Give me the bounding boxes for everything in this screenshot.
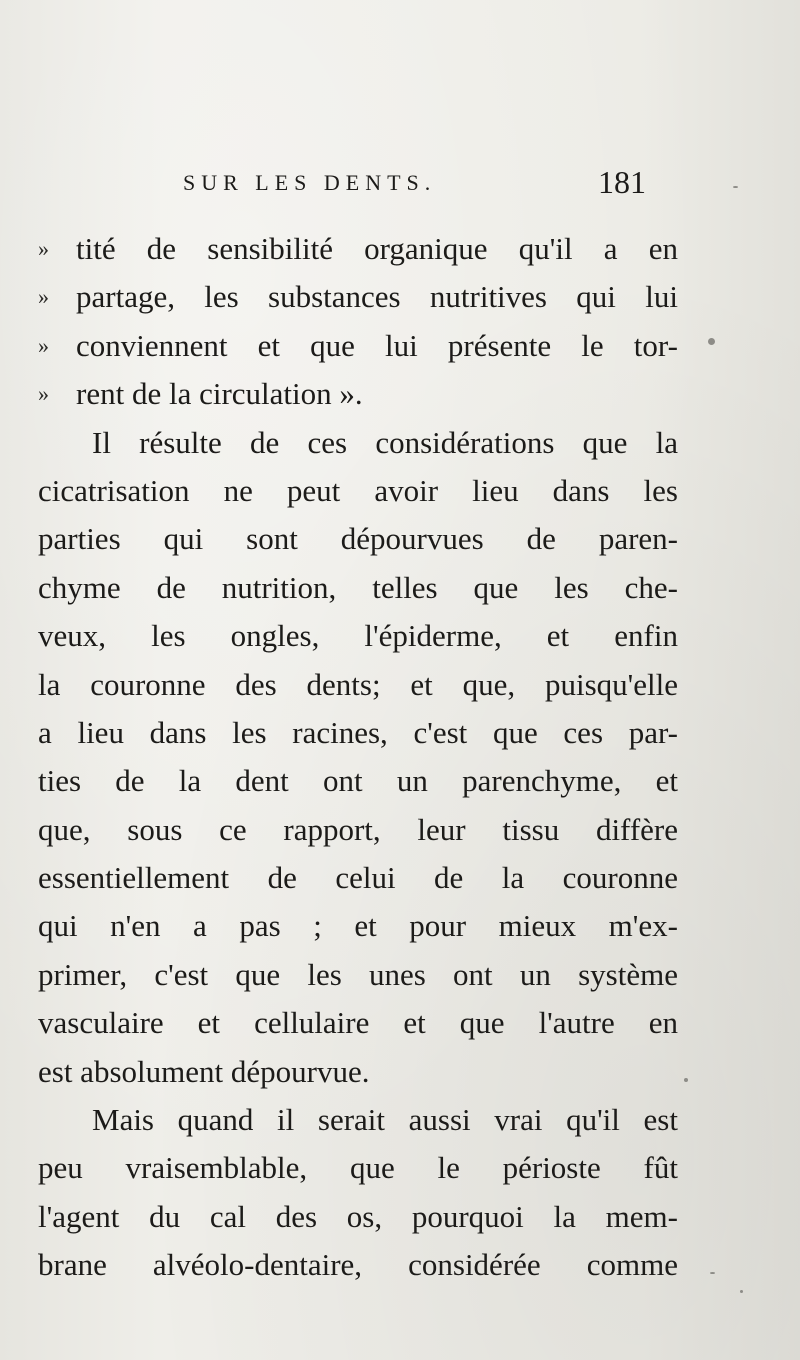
word: c'est [154, 956, 209, 992]
word: aussi [408, 1102, 471, 1138]
word: de [250, 424, 280, 460]
word: qui [163, 521, 204, 557]
word: sont [246, 521, 298, 557]
word: et [655, 763, 678, 799]
word: vrai [494, 1102, 543, 1138]
text-line [38, 902, 678, 950]
word: parenchyme, [462, 763, 622, 799]
quote-mark: » [38, 284, 49, 310]
word: système [578, 956, 678, 992]
text-line [38, 1144, 678, 1192]
word: telles [372, 569, 438, 605]
text-line [38, 1096, 678, 1144]
word: qui [576, 279, 616, 315]
word: que [582, 424, 628, 460]
text-line [38, 709, 678, 757]
word: conviennent [76, 327, 228, 363]
text-line [38, 467, 678, 515]
text-line [38, 322, 678, 370]
word: et [403, 1005, 426, 1041]
word: primer, [38, 956, 128, 992]
word: tité [76, 231, 116, 266]
word: couronne [90, 666, 206, 702]
word: che- [624, 569, 678, 605]
paper-speck [684, 1078, 688, 1082]
word: par- [628, 714, 678, 750]
word: pour [409, 908, 467, 944]
word: mem- [605, 1198, 678, 1234]
word: fût [643, 1150, 678, 1186]
text-line [38, 515, 678, 563]
word: les [643, 472, 678, 508]
word: et [257, 327, 281, 363]
quote-mark: » [38, 332, 49, 358]
word: enfin [614, 618, 678, 654]
word: un [519, 956, 551, 992]
word: que, [462, 666, 516, 702]
word: rapport, [283, 811, 381, 847]
word: l'épiderme, [364, 618, 502, 654]
line-text [76, 273, 678, 321]
word: la [553, 1198, 576, 1234]
word: Il [92, 424, 111, 460]
word: parties [38, 521, 121, 557]
quote-mark: » [38, 381, 49, 407]
word: vasculaire [38, 1005, 164, 1041]
word: que [349, 1150, 395, 1186]
word: que [492, 714, 538, 750]
running-title: SUR LES DENTS. [183, 170, 437, 195]
text-line [38, 806, 678, 854]
word: le [581, 327, 604, 363]
line-text: rent de la circulation ». [76, 376, 363, 412]
word: ont [453, 956, 493, 992]
word: racines, [292, 714, 388, 750]
word: cal [209, 1198, 246, 1234]
word: des [275, 1198, 318, 1234]
word: dans [149, 714, 207, 750]
word: essentiellement [38, 860, 230, 896]
word: avoir [374, 472, 439, 508]
text-line [38, 370, 678, 418]
word: et [410, 666, 433, 702]
word: ne [223, 472, 253, 508]
word: que, [38, 811, 91, 847]
word: dépourvues [340, 521, 484, 557]
word: cellulaire [254, 1005, 370, 1041]
text-line [38, 999, 678, 1047]
word: la [178, 763, 202, 799]
word: considérée [408, 1247, 541, 1283]
word: les [151, 618, 186, 654]
word: lui [645, 279, 678, 315]
body-text [38, 225, 678, 1290]
word: mieux [498, 908, 577, 944]
word: de [526, 521, 556, 557]
word: que [310, 327, 355, 363]
word: diffère [595, 811, 678, 847]
word: unes [369, 956, 426, 992]
text-line: est absolument dépourvue. [38, 1053, 370, 1089]
word: l'agent [38, 1198, 120, 1234]
word: de [434, 860, 464, 896]
word: os, [346, 1198, 383, 1234]
line-text [76, 225, 678, 273]
text-line [38, 564, 678, 612]
word: ont [323, 763, 363, 799]
word: les [307, 956, 342, 992]
word: pas [239, 908, 281, 944]
text-line [38, 661, 678, 709]
text-line [38, 612, 678, 660]
word: peu [38, 1150, 83, 1186]
text-line [38, 273, 678, 321]
word: chyme [38, 569, 121, 605]
word: vraisemblable, [125, 1150, 308, 1186]
word: les [554, 569, 589, 605]
word: un [396, 763, 428, 799]
word: les [204, 279, 239, 315]
word: lui [385, 327, 418, 363]
word: comme [586, 1247, 678, 1283]
word: paren- [598, 521, 678, 557]
word: a [38, 714, 52, 750]
word: et [354, 908, 377, 944]
text-line [38, 757, 678, 805]
word: et [197, 1005, 221, 1041]
word: sous [127, 811, 183, 847]
word: Mais [92, 1102, 154, 1138]
quote-mark: » [38, 236, 49, 261]
word: nutritives [429, 279, 547, 315]
word: des [235, 666, 277, 702]
word: de [146, 231, 177, 266]
word: le [437, 1150, 460, 1186]
word: l'autre [538, 1005, 615, 1041]
word: celui [335, 860, 396, 896]
word: veux, [38, 618, 107, 654]
word: la [38, 666, 61, 702]
word: c'est [413, 714, 468, 750]
word: substances [268, 279, 401, 315]
paper-speck [710, 1272, 715, 1274]
text-line [38, 951, 678, 999]
running-head [0, 164, 800, 210]
text-line [38, 419, 678, 467]
text-line [38, 854, 678, 902]
word: ce [219, 811, 247, 847]
word: présente [447, 327, 552, 363]
word: de [115, 763, 145, 799]
word: ces [307, 424, 348, 460]
word: puisqu'elle [544, 666, 678, 702]
word: la [501, 860, 525, 896]
text-line [38, 1193, 678, 1241]
word: que [235, 956, 281, 992]
page-number: 181 [598, 164, 646, 200]
word: dent [235, 763, 289, 799]
word: de [267, 860, 297, 896]
line-text [76, 322, 678, 370]
paper-speck [740, 1290, 743, 1293]
word: lieu [77, 714, 124, 750]
word: en [648, 1005, 678, 1041]
word: nutrition, [221, 569, 337, 605]
word: qu'il [518, 231, 573, 266]
paper-speck [733, 186, 738, 188]
word: ; [313, 908, 322, 944]
word: tissu [502, 811, 560, 847]
word: leur [417, 811, 466, 847]
word: a [603, 231, 618, 266]
word: pourquoi [411, 1198, 524, 1234]
word: peut [286, 472, 341, 508]
word: est [643, 1102, 678, 1138]
word: couronne [562, 860, 678, 896]
word: en [648, 231, 678, 266]
word: résulte [139, 424, 222, 460]
word: de [156, 569, 186, 605]
word: ongles, [230, 618, 320, 654]
word: partage, [76, 279, 175, 315]
word: que [459, 1005, 505, 1041]
word: dents; [306, 666, 381, 702]
word: la [655, 424, 678, 460]
word: tor- [633, 327, 678, 363]
word: alvéolo-dentaire, [152, 1247, 363, 1283]
word: a [193, 908, 207, 944]
text-line [38, 1241, 678, 1289]
word: organique [364, 231, 488, 266]
word: du [149, 1198, 181, 1234]
word: il [277, 1102, 295, 1138]
word: quand [177, 1102, 254, 1138]
word: brane [38, 1247, 107, 1283]
word: et [546, 618, 570, 654]
text-line [38, 225, 678, 273]
word: sensibilité [207, 231, 333, 266]
word: n'en [110, 908, 161, 944]
word: que [473, 569, 519, 605]
word: dans [552, 472, 610, 508]
word: ces [563, 714, 604, 750]
word: ties [38, 763, 82, 799]
word: les [232, 714, 267, 750]
word: périoste [502, 1150, 601, 1186]
word: considérations [375, 424, 555, 460]
paper-speck [708, 338, 715, 345]
word: cicatrisation [38, 472, 190, 508]
word: m'ex- [608, 908, 678, 944]
word: serait [317, 1102, 386, 1138]
word: qu'il [566, 1102, 620, 1138]
word: lieu [472, 472, 519, 508]
word: qui [38, 908, 78, 944]
